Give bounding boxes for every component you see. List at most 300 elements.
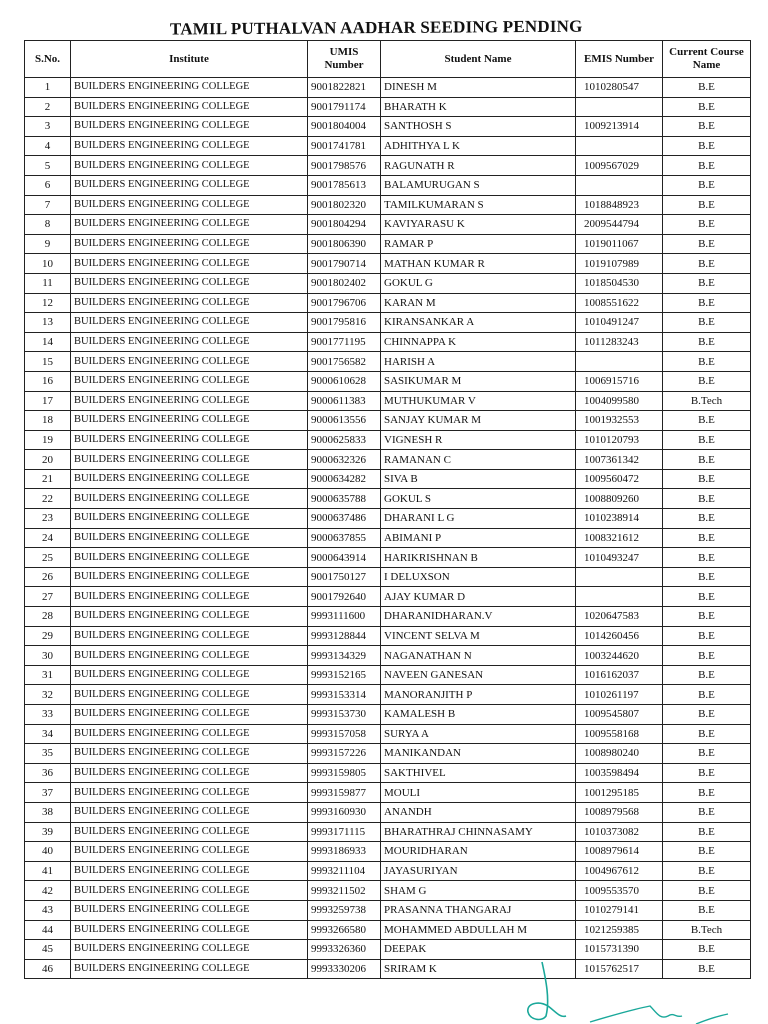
cell-student-name: SIVA B: [381, 469, 576, 489]
cell-student-name: KAMALESH B: [381, 705, 576, 725]
cell-institute: BUILDERS ENGINEERING COLLEGE: [71, 528, 308, 548]
cell-sno: 26: [25, 567, 71, 587]
cell-umis-number: 9001791174: [308, 97, 381, 117]
cell-umis-number: 9001756582: [308, 352, 381, 372]
cell-institute: BUILDERS ENGINEERING COLLEGE: [71, 313, 308, 333]
cell-institute: BUILDERS ENGINEERING COLLEGE: [71, 763, 308, 783]
cell-umis-number: 9993186933: [308, 842, 381, 862]
document-title: TAMIL PUTHALVAN AADHAR SEEDING PENDING: [169, 16, 583, 39]
cell-institute: BUILDERS ENGINEERING COLLEGE: [71, 940, 308, 960]
cell-student-name: VIGNESH R: [381, 430, 576, 450]
pending-students-table: [24, 40, 751, 979]
cell-course-name: B.E: [663, 352, 751, 372]
cell-sno: 44: [25, 920, 71, 940]
cell-institute: BUILDERS ENGINEERING COLLEGE: [71, 332, 308, 352]
cell-emis-number: 1015731390: [576, 940, 663, 960]
cell-course-name: B.E: [663, 548, 751, 568]
cell-emis-number: 1010373082: [576, 822, 663, 842]
cell-institute: BUILDERS ENGINEERING COLLEGE: [71, 567, 308, 587]
table-row: [25, 920, 751, 940]
cell-umis-number: 9993211104: [308, 861, 381, 881]
cell-emis-number: 1018848923: [576, 195, 663, 215]
cell-emis-number: 1009213914: [576, 117, 663, 137]
cell-umis-number: 9001785613: [308, 175, 381, 195]
cell-institute: BUILDERS ENGINEERING COLLEGE: [71, 744, 308, 764]
cell-sno: 19: [25, 430, 71, 450]
cell-sno: 32: [25, 685, 71, 705]
cell-umis-number: 9993159877: [308, 783, 381, 803]
cell-course-name: B.E: [663, 293, 751, 313]
cell-emis-number: 1010261197: [576, 685, 663, 705]
cell-student-name: SURYA A: [381, 724, 576, 744]
cell-sno: 45: [25, 940, 71, 960]
cell-sno: 35: [25, 744, 71, 764]
cell-emis-number: 1009545807: [576, 705, 663, 725]
cell-emis-number: 1011283243: [576, 332, 663, 352]
cell-student-name: ADHITHYA L K: [381, 136, 576, 156]
cell-sno: 3: [25, 117, 71, 137]
cell-student-name: MUTHUKUMAR V: [381, 391, 576, 411]
cell-sno: 30: [25, 646, 71, 666]
table-row: [25, 273, 751, 293]
cell-institute: BUILDERS ENGINEERING COLLEGE: [71, 959, 308, 979]
cell-student-name: MOURIDHARAN: [381, 842, 576, 862]
cell-umis-number: 9001804294: [308, 215, 381, 235]
cell-emis-number: 1019107989: [576, 254, 663, 274]
table-row: [25, 254, 751, 274]
cell-sno: 37: [25, 783, 71, 803]
cell-student-name: MOHAMMED ABDULLAH M: [381, 920, 576, 940]
cell-sno: 41: [25, 861, 71, 881]
table-row: [25, 548, 751, 568]
cell-student-name: AJAY KUMAR D: [381, 587, 576, 607]
cell-emis-number: [576, 567, 663, 587]
table-row: [25, 705, 751, 725]
table-row: [25, 332, 751, 352]
table-row: [25, 352, 751, 372]
cell-umis-number: 9993153314: [308, 685, 381, 705]
cell-emis-number: [576, 352, 663, 372]
cell-sno: 36: [25, 763, 71, 783]
cell-course-name: B.E: [663, 371, 751, 391]
cell-course-name: B.E: [663, 685, 751, 705]
header-sno: S.No.: [25, 41, 71, 78]
cell-umis-number: 9993171115: [308, 822, 381, 842]
cell-course-name: B.Tech: [663, 391, 751, 411]
cell-emis-number: 1016162037: [576, 665, 663, 685]
cell-emis-number: 1001295185: [576, 783, 663, 803]
cell-institute: BUILDERS ENGINEERING COLLEGE: [71, 665, 308, 685]
cell-sno: 9: [25, 234, 71, 254]
cell-course-name: B.E: [663, 567, 751, 587]
cell-emis-number: 1001932553: [576, 411, 663, 431]
table-row: [25, 489, 751, 509]
table-row: [25, 626, 751, 646]
header-institute: Institute: [71, 41, 308, 78]
cell-umis-number: 9000610628: [308, 371, 381, 391]
table-row: [25, 842, 751, 862]
table-row: [25, 78, 751, 98]
table-row: [25, 685, 751, 705]
cell-sno: 43: [25, 900, 71, 920]
cell-umis-number: 9001792640: [308, 587, 381, 607]
cell-student-name: JAYASURIYAN: [381, 861, 576, 881]
cell-institute: BUILDERS ENGINEERING COLLEGE: [71, 509, 308, 529]
cell-course-name: B.E: [663, 136, 751, 156]
cell-umis-number: 9000635788: [308, 489, 381, 509]
cell-sno: 10: [25, 254, 71, 274]
cell-emis-number: 2009544794: [576, 215, 663, 235]
table-row: [25, 293, 751, 313]
cell-sno: 7: [25, 195, 71, 215]
cell-student-name: SASIKUMAR M: [381, 371, 576, 391]
table-row: [25, 430, 751, 450]
cell-institute: BUILDERS ENGINEERING COLLEGE: [71, 254, 308, 274]
cell-institute: BUILDERS ENGINEERING COLLEGE: [71, 548, 308, 568]
cell-institute: BUILDERS ENGINEERING COLLEGE: [71, 175, 308, 195]
cell-umis-number: 9993160930: [308, 802, 381, 822]
cell-institute: BUILDERS ENGINEERING COLLEGE: [71, 861, 308, 881]
cell-student-name: RAMAR P: [381, 234, 576, 254]
cell-sno: 39: [25, 822, 71, 842]
cell-sno: 42: [25, 881, 71, 901]
cell-institute: BUILDERS ENGINEERING COLLEGE: [71, 646, 308, 666]
cell-institute: BUILDERS ENGINEERING COLLEGE: [71, 626, 308, 646]
header-emis-number: EMIS Number: [576, 41, 663, 78]
cell-course-name: B.E: [663, 842, 751, 862]
cell-umis-number: 9000613556: [308, 411, 381, 431]
cell-course-name: B.E: [663, 273, 751, 293]
cell-course-name: B.E: [663, 234, 751, 254]
table-row: [25, 567, 751, 587]
cell-umis-number: 9000632326: [308, 450, 381, 470]
cell-institute: BUILDERS ENGINEERING COLLEGE: [71, 881, 308, 901]
cell-emis-number: 1009553570: [576, 881, 663, 901]
table-row: [25, 136, 751, 156]
cell-student-name: SANTHOSH S: [381, 117, 576, 137]
cell-sno: 21: [25, 469, 71, 489]
cell-sno: 15: [25, 352, 71, 372]
cell-student-name: DHARANI L G: [381, 509, 576, 529]
cell-umis-number: 9001790714: [308, 254, 381, 274]
cell-student-name: PRASANNA THANGARAJ: [381, 900, 576, 920]
cell-institute: BUILDERS ENGINEERING COLLEGE: [71, 822, 308, 842]
table-row: [25, 822, 751, 842]
cell-umis-number: 9000625833: [308, 430, 381, 450]
cell-institute: BUILDERS ENGINEERING COLLEGE: [71, 489, 308, 509]
cell-course-name: B.E: [663, 450, 751, 470]
cell-emis-number: 1004967612: [576, 861, 663, 881]
cell-emis-number: 1010279141: [576, 900, 663, 920]
cell-sno: 1: [25, 78, 71, 98]
cell-student-name: TAMILKUMARAN S: [381, 195, 576, 215]
header-umis-number: UMIS Number: [308, 41, 381, 78]
cell-sno: 40: [25, 842, 71, 862]
table-row: [25, 763, 751, 783]
cell-sno: 17: [25, 391, 71, 411]
table-row: [25, 97, 751, 117]
table-row: [25, 724, 751, 744]
cell-sno: 16: [25, 371, 71, 391]
cell-umis-number: 9001741781: [308, 136, 381, 156]
cell-umis-number: 9001802320: [308, 195, 381, 215]
cell-sno: 33: [25, 705, 71, 725]
cell-institute: BUILDERS ENGINEERING COLLEGE: [71, 607, 308, 627]
cell-umis-number: 9001804004: [308, 117, 381, 137]
cell-umis-number: 9001795816: [308, 313, 381, 333]
cell-student-name: DINESH M: [381, 78, 576, 98]
cell-institute: BUILDERS ENGINEERING COLLEGE: [71, 783, 308, 803]
cell-course-name: B.E: [663, 783, 751, 803]
cell-sno: 5: [25, 156, 71, 176]
cell-sno: 46: [25, 959, 71, 979]
cell-umis-number: 9993266580: [308, 920, 381, 940]
cell-course-name: B.E: [663, 78, 751, 98]
table-row: [25, 371, 751, 391]
table-row: [25, 881, 751, 901]
cell-course-name: B.E: [663, 744, 751, 764]
cell-umis-number: 9993153730: [308, 705, 381, 725]
cell-sno: 11: [25, 273, 71, 293]
cell-emis-number: 1010280547: [576, 78, 663, 98]
cell-umis-number: 9993159805: [308, 763, 381, 783]
cell-umis-number: 9993211502: [308, 881, 381, 901]
cell-student-name: NAGANATHAN N: [381, 646, 576, 666]
cell-emis-number: 1008980240: [576, 744, 663, 764]
cell-institute: BUILDERS ENGINEERING COLLEGE: [71, 371, 308, 391]
cell-course-name: B.E: [663, 489, 751, 509]
cell-emis-number: 1010238914: [576, 509, 663, 529]
cell-institute: BUILDERS ENGINEERING COLLEGE: [71, 97, 308, 117]
cell-sno: 18: [25, 411, 71, 431]
cell-umis-number: 9993157226: [308, 744, 381, 764]
cell-student-name: SRIRAM K: [381, 959, 576, 979]
cell-emis-number: 1021259385: [576, 920, 663, 940]
cell-emis-number: 1014260456: [576, 626, 663, 646]
cell-course-name: B.E: [663, 469, 751, 489]
table-row: [25, 469, 751, 489]
cell-institute: BUILDERS ENGINEERING COLLEGE: [71, 842, 308, 862]
cell-emis-number: 1006915716: [576, 371, 663, 391]
cell-course-name: B.E: [663, 117, 751, 137]
table-row: [25, 587, 751, 607]
cell-sno: 25: [25, 548, 71, 568]
cell-sno: 38: [25, 802, 71, 822]
table-row: [25, 528, 751, 548]
cell-umis-number: 9993134329: [308, 646, 381, 666]
table-row: [25, 509, 751, 529]
table-row: [25, 900, 751, 920]
cell-umis-number: 9001750127: [308, 567, 381, 587]
cell-sno: 31: [25, 665, 71, 685]
table-row: [25, 783, 751, 803]
header-course-name: Current Course Name: [663, 41, 751, 78]
cell-course-name: B.E: [663, 332, 751, 352]
cell-student-name: HARIKRISHNAN B: [381, 548, 576, 568]
cell-student-name: SAKTHIVEL: [381, 763, 576, 783]
cell-course-name: B.E: [663, 940, 751, 960]
cell-umis-number: 9000637486: [308, 509, 381, 529]
table-row: [25, 215, 751, 235]
cell-student-name: ANANDH: [381, 802, 576, 822]
cell-emis-number: 1003244620: [576, 646, 663, 666]
cell-course-name: B.E: [663, 215, 751, 235]
cell-institute: BUILDERS ENGINEERING COLLEGE: [71, 587, 308, 607]
table-row: [25, 607, 751, 627]
cell-course-name: B.E: [663, 822, 751, 842]
cell-course-name: B.Tech: [663, 920, 751, 940]
cell-sno: 28: [25, 607, 71, 627]
cell-sno: 24: [25, 528, 71, 548]
cell-emis-number: 1009560472: [576, 469, 663, 489]
signature-mark: [520, 960, 740, 1024]
cell-sno: 20: [25, 450, 71, 470]
table-row: [25, 646, 751, 666]
cell-sno: 2: [25, 97, 71, 117]
cell-course-name: B.E: [663, 607, 751, 627]
cell-student-name: SANJAY KUMAR M: [381, 411, 576, 431]
table-header-row: [25, 41, 751, 78]
cell-course-name: B.E: [663, 156, 751, 176]
cell-student-name: GOKUL S: [381, 489, 576, 509]
cell-student-name: DHARANIDHARAN.V: [381, 607, 576, 627]
table-row: [25, 861, 751, 881]
cell-institute: BUILDERS ENGINEERING COLLEGE: [71, 117, 308, 137]
table-row: [25, 450, 751, 470]
cell-emis-number: 1004099580: [576, 391, 663, 411]
table-row: [25, 195, 751, 215]
cell-umis-number: 9000637855: [308, 528, 381, 548]
cell-institute: BUILDERS ENGINEERING COLLEGE: [71, 705, 308, 725]
cell-sno: 4: [25, 136, 71, 156]
cell-institute: BUILDERS ENGINEERING COLLEGE: [71, 900, 308, 920]
table-row: [25, 156, 751, 176]
cell-institute: BUILDERS ENGINEERING COLLEGE: [71, 352, 308, 372]
cell-student-name: KIRANSANKAR A: [381, 313, 576, 333]
cell-institute: BUILDERS ENGINEERING COLLEGE: [71, 195, 308, 215]
cell-umis-number: 9001796706: [308, 293, 381, 313]
cell-student-name: ABIMANI P: [381, 528, 576, 548]
cell-umis-number: 9000634282: [308, 469, 381, 489]
cell-course-name: B.E: [663, 175, 751, 195]
cell-sno: 8: [25, 215, 71, 235]
cell-institute: BUILDERS ENGINEERING COLLEGE: [71, 469, 308, 489]
table-row: [25, 391, 751, 411]
cell-course-name: B.E: [663, 900, 751, 920]
cell-sno: 23: [25, 509, 71, 529]
cell-institute: BUILDERS ENGINEERING COLLEGE: [71, 273, 308, 293]
cell-course-name: B.E: [663, 881, 751, 901]
cell-emis-number: 1010493247: [576, 548, 663, 568]
cell-emis-number: 1015762517: [576, 959, 663, 979]
cell-umis-number: 9993259738: [308, 900, 381, 920]
cell-course-name: B.E: [663, 626, 751, 646]
cell-emis-number: 1008979568: [576, 802, 663, 822]
cell-course-name: B.E: [663, 509, 751, 529]
table-row: [25, 234, 751, 254]
table-row: [25, 744, 751, 764]
cell-emis-number: 1003598494: [576, 763, 663, 783]
cell-umis-number: 9993330206: [308, 959, 381, 979]
cell-course-name: B.E: [663, 313, 751, 333]
cell-emis-number: 1010120793: [576, 430, 663, 450]
cell-sno: 27: [25, 587, 71, 607]
cell-student-name: BHARATHRAJ CHINNASAMY: [381, 822, 576, 842]
table-row: [25, 411, 751, 431]
cell-course-name: B.E: [663, 528, 751, 548]
cell-student-name: KAVIYARASU K: [381, 215, 576, 235]
cell-umis-number: 9000611383: [308, 391, 381, 411]
cell-institute: BUILDERS ENGINEERING COLLEGE: [71, 215, 308, 235]
cell-emis-number: 1009558168: [576, 724, 663, 744]
cell-umis-number: 9001806390: [308, 234, 381, 254]
cell-emis-number: [576, 175, 663, 195]
cell-student-name: SHAM G: [381, 881, 576, 901]
cell-course-name: B.E: [663, 724, 751, 744]
cell-umis-number: 9993111600: [308, 607, 381, 627]
cell-emis-number: 1019011067: [576, 234, 663, 254]
cell-student-name: RAGUNATH R: [381, 156, 576, 176]
cell-student-name: MATHAN KUMAR R: [381, 254, 576, 274]
cell-course-name: B.E: [663, 430, 751, 450]
cell-course-name: B.E: [663, 97, 751, 117]
cell-sno: 13: [25, 313, 71, 333]
cell-student-name: I DELUXSON: [381, 567, 576, 587]
cell-emis-number: 1007361342: [576, 450, 663, 470]
cell-course-name: B.E: [663, 705, 751, 725]
cell-course-name: B.E: [663, 959, 751, 979]
cell-student-name: BHARATH K: [381, 97, 576, 117]
cell-student-name: RAMANAN C: [381, 450, 576, 470]
cell-institute: BUILDERS ENGINEERING COLLEGE: [71, 724, 308, 744]
cell-umis-number: 9993152165: [308, 665, 381, 685]
cell-student-name: MANIKANDAN: [381, 744, 576, 764]
cell-institute: BUILDERS ENGINEERING COLLEGE: [71, 685, 308, 705]
table-body: [25, 78, 751, 979]
cell-course-name: B.E: [663, 587, 751, 607]
cell-student-name: MANORANJITH P: [381, 685, 576, 705]
cell-umis-number: 9001802402: [308, 273, 381, 293]
cell-sno: 29: [25, 626, 71, 646]
cell-institute: BUILDERS ENGINEERING COLLEGE: [71, 136, 308, 156]
cell-emis-number: 1020647583: [576, 607, 663, 627]
table-row: [25, 175, 751, 195]
cell-sno: 22: [25, 489, 71, 509]
cell-student-name: DEEPAK: [381, 940, 576, 960]
cell-sno: 12: [25, 293, 71, 313]
cell-emis-number: [576, 136, 663, 156]
cell-course-name: B.E: [663, 646, 751, 666]
cell-institute: BUILDERS ENGINEERING COLLEGE: [71, 78, 308, 98]
cell-course-name: B.E: [663, 861, 751, 881]
cell-student-name: KARAN M: [381, 293, 576, 313]
cell-emis-number: 1008809260: [576, 489, 663, 509]
cell-student-name: BALAMURUGAN S: [381, 175, 576, 195]
cell-emis-number: 1008321612: [576, 528, 663, 548]
cell-emis-number: [576, 587, 663, 607]
cell-course-name: B.E: [663, 665, 751, 685]
cell-institute: BUILDERS ENGINEERING COLLEGE: [71, 450, 308, 470]
cell-course-name: B.E: [663, 254, 751, 274]
cell-umis-number: 9993326360: [308, 940, 381, 960]
cell-student-name: CHINNAPPA K: [381, 332, 576, 352]
cell-course-name: B.E: [663, 763, 751, 783]
cell-institute: BUILDERS ENGINEERING COLLEGE: [71, 920, 308, 940]
cell-institute: BUILDERS ENGINEERING COLLEGE: [71, 802, 308, 822]
cell-sno: 34: [25, 724, 71, 744]
cell-course-name: B.E: [663, 195, 751, 215]
cell-umis-number: 9000643914: [308, 548, 381, 568]
